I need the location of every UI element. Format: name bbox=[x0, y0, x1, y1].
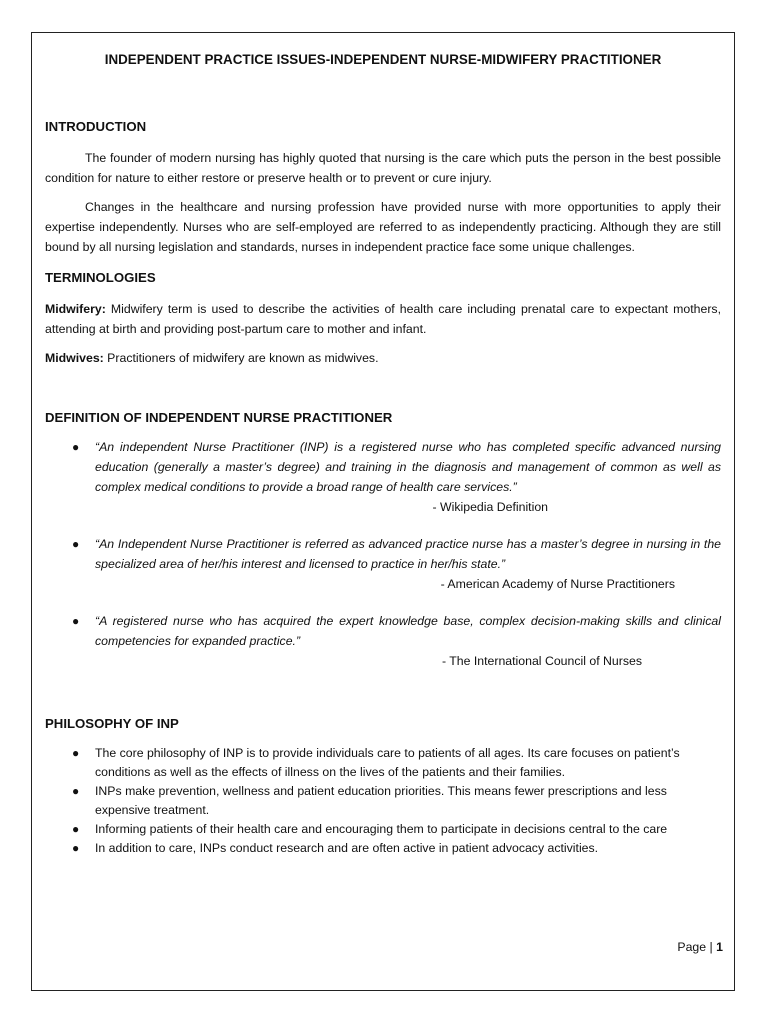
definition-source: - American Academy of Nurse Practitioners bbox=[440, 577, 675, 591]
intro-paragraph-2: Changes in the healthcare and nursing profession have provided nurse with more opportunities to apply their expertise independently. Nurses who are self-employed are referred to as independently practicing. Although they are still bound by all nursing legislation and standards, nurses in independent practice face some unique challenges. bbox=[45, 200, 721, 254]
term-label: Midwifery: bbox=[45, 302, 106, 316]
philosophy-list bbox=[45, 744, 721, 858]
bullet-icon: ● bbox=[72, 746, 80, 760]
bullet-icon: ● bbox=[72, 614, 80, 628]
philosophy-item bbox=[45, 820, 721, 839]
page-footer bbox=[677, 940, 723, 954]
bullet-icon: ● bbox=[72, 440, 80, 454]
definition-list bbox=[45, 437, 721, 671]
philosophy-text: Informing patients of their health care and encouraging them to participate in decisions central to the care bbox=[95, 822, 668, 836]
term-midwives bbox=[45, 348, 721, 368]
bullet-icon: ● bbox=[72, 784, 80, 798]
philosophy-item bbox=[45, 744, 721, 782]
page-label: Page bbox=[677, 940, 707, 954]
philosophy-item bbox=[45, 782, 721, 820]
term-text: Midwifery term is used to describe the activities of health care including prenatal care to expectant mothers, attending at birth and providing post-partum care to mother and infant. bbox=[45, 302, 721, 336]
definition-source: - The International Council of Nurses bbox=[441, 654, 642, 668]
term-label: Midwives: bbox=[45, 351, 104, 365]
definition-heading: DEFINITION OF INDEPENDENT NURSE PRACTITIONER bbox=[45, 410, 393, 425]
definition-quote: “An independent Nurse Practitioner (INP) is a registered nurse who has completed specific advanced nursing education (generally a master’s degree) and training in the diagnosis and management of common as well as complex medical conditions to provide a broad range of health care services.” bbox=[95, 440, 721, 494]
bullet-icon: ● bbox=[72, 841, 80, 855]
philosophy-heading: PHILOSOPHY OF INP bbox=[45, 716, 179, 731]
page-number: 1 bbox=[716, 940, 723, 954]
definition-source: - Wikipedia Definition bbox=[432, 500, 548, 514]
introduction-heading: INTRODUCTION bbox=[45, 119, 147, 134]
terminologies-heading: TERMINOLOGIES bbox=[45, 270, 156, 285]
page-separator: | bbox=[709, 940, 713, 954]
definition-quote: “An Independent Nurse Practitioner is referred as advanced practice nurse has a master’s degree in nursing in the specialized area of her/his interest and licensed to practice in her/his state.” bbox=[95, 537, 721, 571]
term-text: Practitioners of midwifery are known as midwives. bbox=[103, 351, 379, 365]
document-title: INDEPENDENT PRACTICE ISSUES-INDEPENDENT NURSE-MIDWIFERY PRACTITIONER bbox=[104, 52, 662, 67]
philosophy-text: INPs make prevention, wellness and patient education priorities. This means fewer prescriptions and less expensive treatment. bbox=[95, 784, 667, 817]
document-body bbox=[45, 50, 721, 858]
definition-item bbox=[45, 534, 721, 594]
term-midwifery bbox=[45, 299, 721, 339]
philosophy-text: The core philosophy of INP is to provide individuals care to patients of all ages. Its care focuses on patient’s conditions as well as the effects of illness on the lives of the patients and their families. bbox=[95, 746, 680, 779]
definition-item bbox=[45, 611, 721, 671]
bullet-icon: ● bbox=[72, 822, 80, 836]
intro-paragraph-1: The founder of modern nursing has highly quoted that nursing is the care which puts the person in the best possible condition for nature to either restore or preserve health or to prevent or cure injury. bbox=[45, 151, 721, 185]
bullet-icon: ● bbox=[72, 537, 80, 551]
philosophy-text: In addition to care, INPs conduct research and are often active in patient advocacy activities. bbox=[95, 841, 599, 855]
definition-quote: “A registered nurse who has acquired the expert knowledge base, complex decision-making skills and clinical competencies for expanded practice.” bbox=[95, 614, 721, 648]
philosophy-item bbox=[45, 839, 721, 858]
definition-item bbox=[45, 437, 721, 517]
